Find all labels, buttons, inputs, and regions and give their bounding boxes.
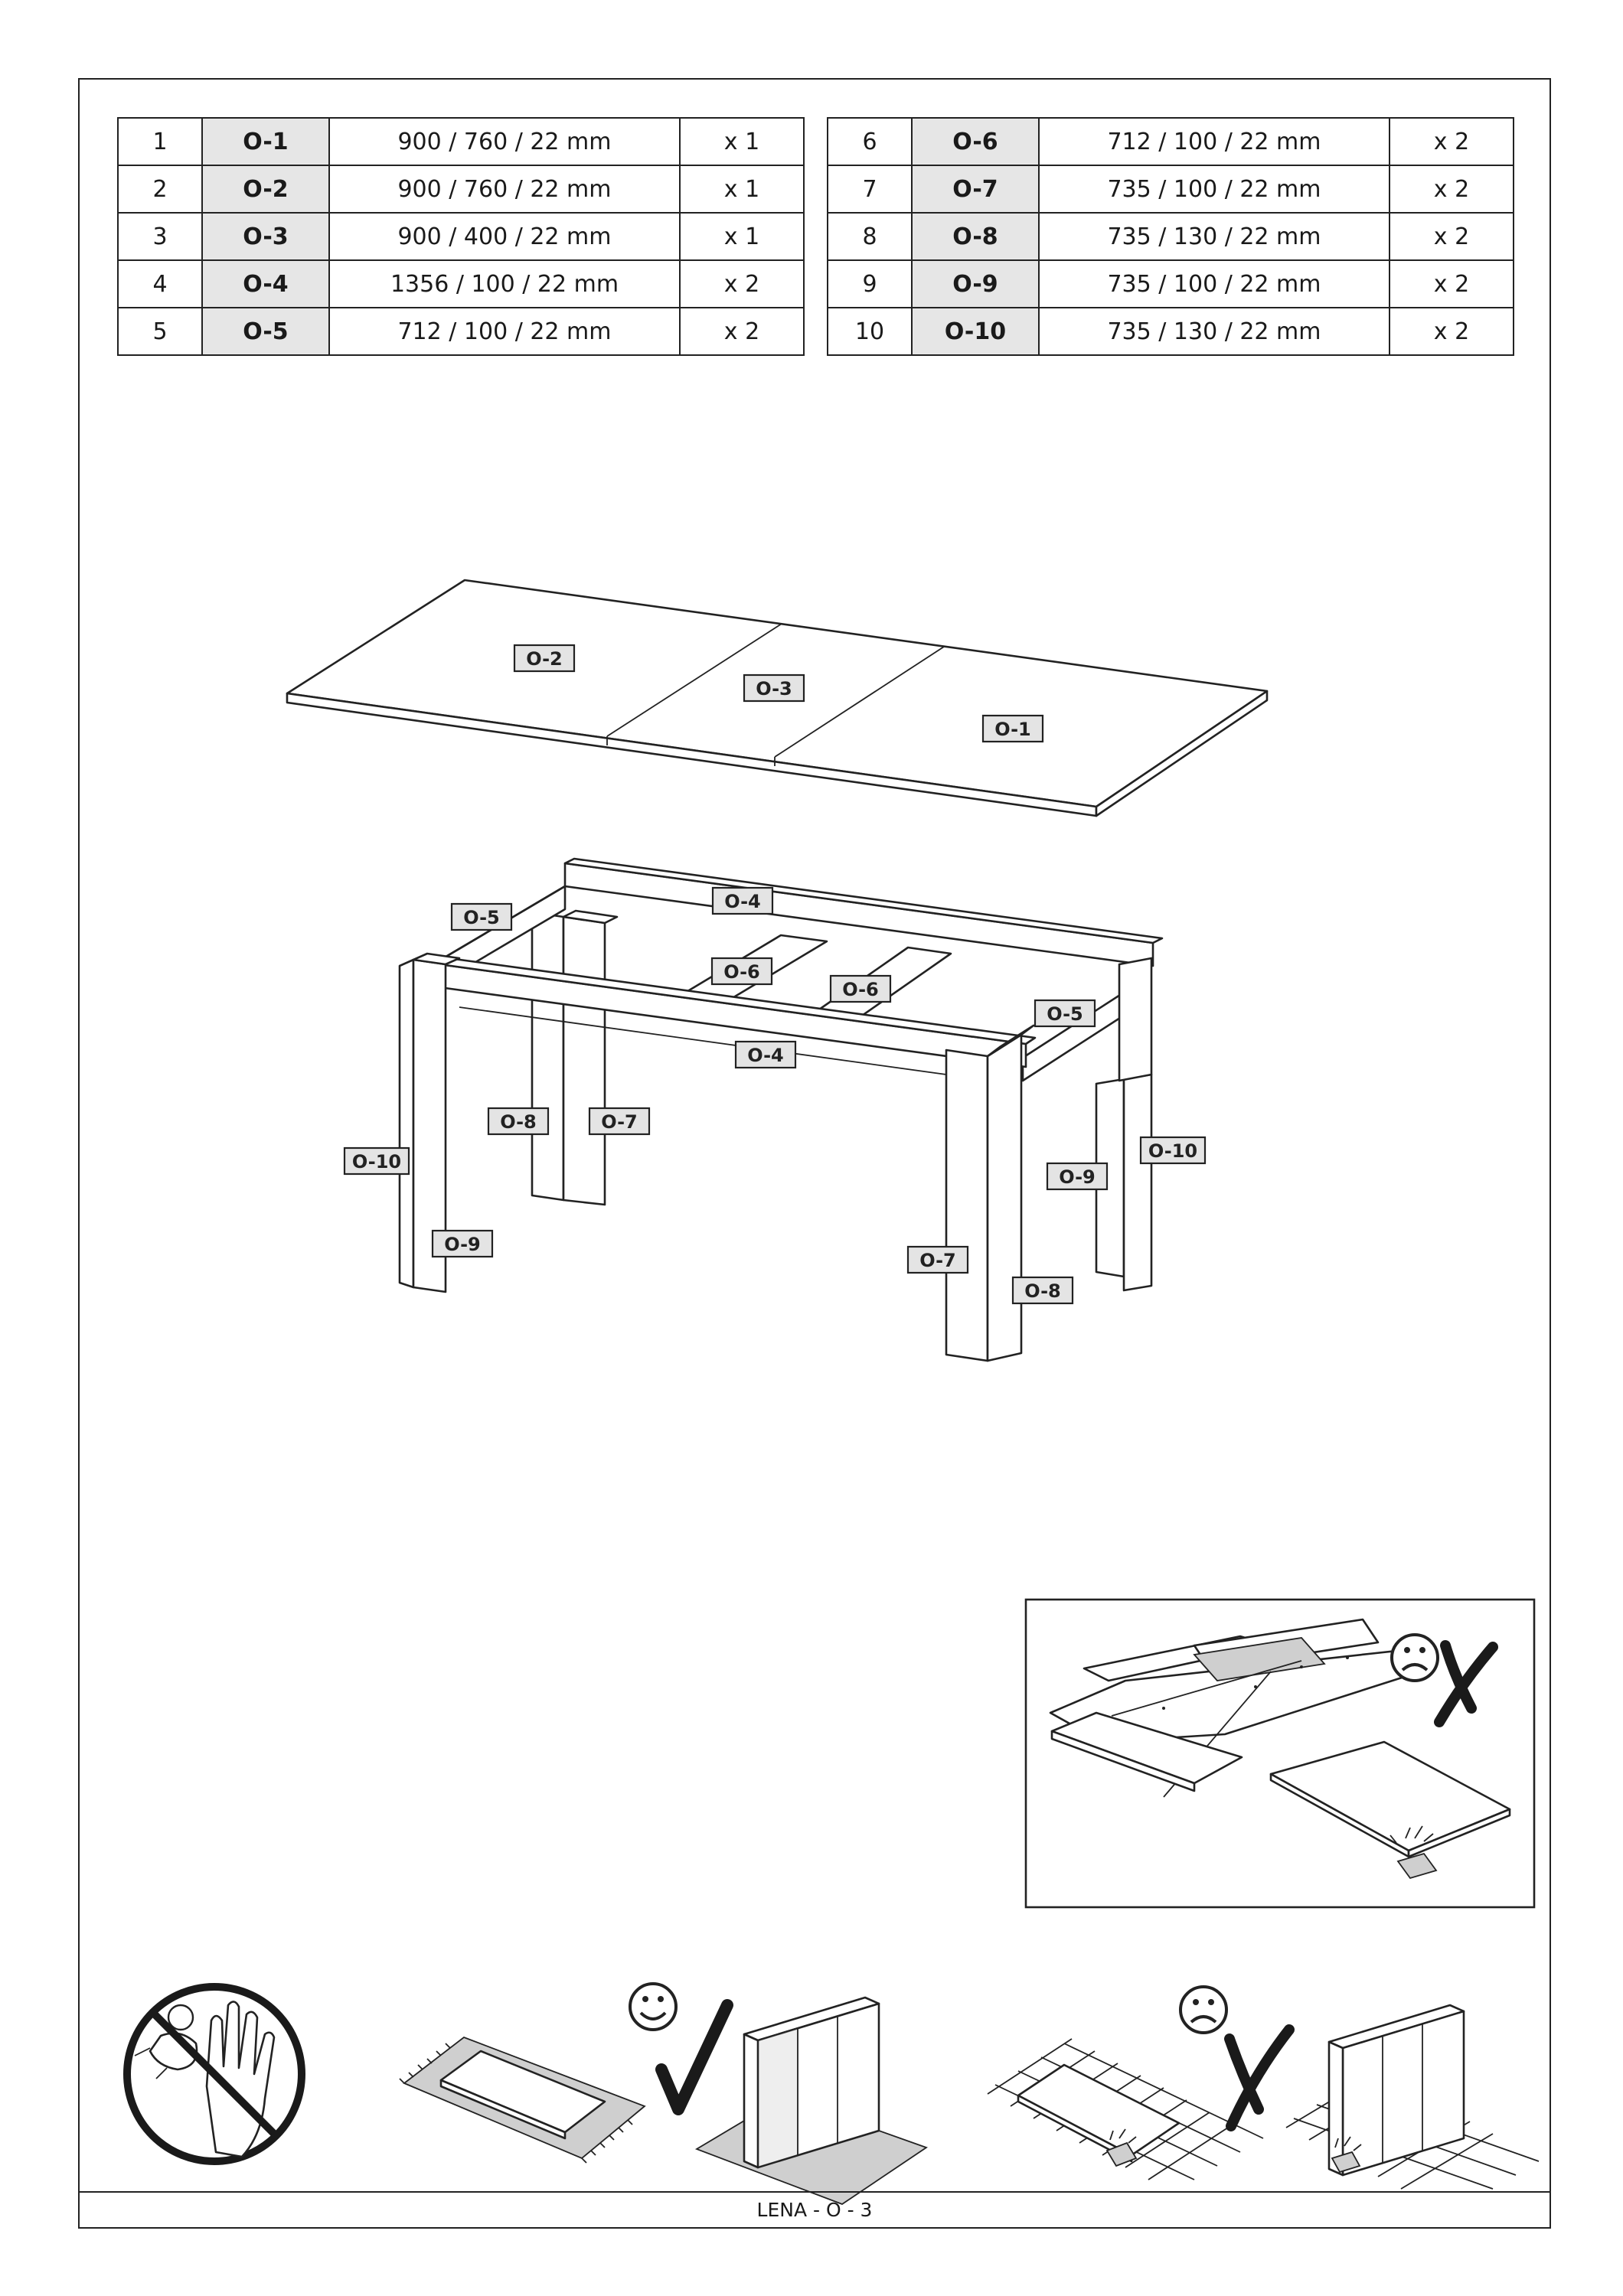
- diagram-label-o10-left: [345, 1148, 409, 1174]
- part-number: 8: [828, 213, 912, 260]
- svg-text:O-10: O-10: [1148, 1140, 1198, 1162]
- no-children-icon: [127, 1987, 302, 2161]
- part-code: O-3: [202, 213, 329, 260]
- svg-text:O-6: O-6: [723, 961, 760, 983]
- part-number: 3: [118, 213, 202, 260]
- part-number: 7: [828, 165, 912, 213]
- part-quantity: x 1: [680, 165, 804, 213]
- svg-text:O-5: O-5: [1047, 1003, 1083, 1025]
- part-code: O-8: [912, 213, 1039, 260]
- part-quantity: x 2: [1390, 118, 1514, 165]
- diagram-label-o7-back: [589, 1108, 649, 1134]
- part-code: O-10: [912, 308, 1039, 355]
- happy-face-icon: [630, 1984, 676, 2030]
- svg-text:O-8: O-8: [1024, 1280, 1061, 1302]
- footer-divider: [78, 2191, 1551, 2193]
- part-quantity: x 2: [680, 308, 804, 355]
- part-dimensions: 712 / 100 / 22 mm: [329, 308, 680, 355]
- diagram-label-o2: [514, 645, 574, 671]
- diagram-label-o8-back: [488, 1108, 548, 1134]
- part-number: 1: [118, 118, 202, 165]
- diagram-label-o9-right: [1047, 1163, 1107, 1189]
- diagram-label-o4-front: [736, 1042, 795, 1068]
- sad-face-icon: [1392, 1635, 1438, 1681]
- part-code: O-9: [912, 260, 1039, 308]
- part-code: O-5: [202, 308, 329, 355]
- part-dimensions: 712 / 100 / 22 mm: [1039, 118, 1390, 165]
- part-quantity: x 2: [1390, 260, 1514, 308]
- part-code: O-2: [202, 165, 329, 213]
- diagram-label-o3: [744, 675, 804, 701]
- part-dimensions: 900 / 760 / 22 mm: [329, 165, 680, 213]
- part-quantity: x 2: [1390, 165, 1514, 213]
- part-quantity: x 1: [680, 213, 804, 260]
- part-number: 10: [828, 308, 912, 355]
- diagram-label-o10-right: [1141, 1137, 1205, 1163]
- diagram-label-o6-right: [831, 976, 890, 1002]
- svg-text:O-4: O-4: [747, 1045, 784, 1066]
- lean-panels-warning: [1026, 1600, 1534, 1907]
- svg-text:O-9: O-9: [444, 1234, 481, 1255]
- on-carpet-correct: [400, 1984, 926, 2204]
- part-number: 9: [828, 260, 912, 308]
- part-dimensions: 900 / 400 / 22 mm: [329, 213, 680, 260]
- part-number: 6: [828, 118, 912, 165]
- part-code: O-6: [912, 118, 1039, 165]
- svg-text:O-5: O-5: [463, 907, 500, 928]
- part-dimensions: 735 / 100 / 22 mm: [1039, 260, 1390, 308]
- part-quantity: x 1: [680, 118, 804, 165]
- on-floor-wrong: [988, 1987, 1539, 2189]
- part-code: O-1: [202, 118, 329, 165]
- part-quantity: x 2: [1390, 213, 1514, 260]
- part-dimensions: 735 / 130 / 22 mm: [1039, 308, 1390, 355]
- diagram-label-o9-left: [433, 1231, 492, 1257]
- diagram-label-o1: [983, 716, 1043, 742]
- diagram-label-o6-left: [712, 958, 772, 984]
- page-footer: LENA - O - 3: [756, 2199, 873, 2221]
- sad-face-icon: [1181, 1987, 1226, 2033]
- diagram-label-o4-back: [713, 888, 772, 914]
- part-code: O-4: [202, 260, 329, 308]
- svg-text:O-4: O-4: [724, 891, 761, 912]
- part-dimensions: 900 / 760 / 22 mm: [329, 118, 680, 165]
- part-quantity: x 2: [1390, 308, 1514, 355]
- diagram-label-o7-front: [908, 1247, 968, 1273]
- part-code: O-7: [912, 165, 1039, 213]
- svg-text:O-3: O-3: [756, 678, 792, 700]
- part-number: 2: [118, 165, 202, 213]
- part-dimensions: 1356 / 100 / 22 mm: [329, 260, 680, 308]
- diagram-label-o5-right: [1035, 1000, 1095, 1026]
- svg-text:O-7: O-7: [601, 1111, 638, 1133]
- part-quantity: x 2: [680, 260, 804, 308]
- cross-mark-icon: [1229, 2030, 1289, 2126]
- svg-text:O-8: O-8: [500, 1111, 537, 1133]
- svg-text:O-7: O-7: [919, 1250, 956, 1271]
- diagram-label-o8-front: [1013, 1277, 1073, 1303]
- svg-text:O-6: O-6: [842, 979, 879, 1000]
- part-dimensions: 735 / 100 / 22 mm: [1039, 165, 1390, 213]
- part-number: 5: [118, 308, 202, 355]
- diagram-label-o5-left: [452, 904, 511, 930]
- svg-text:O-9: O-9: [1059, 1166, 1096, 1188]
- svg-text:O-10: O-10: [351, 1151, 402, 1172]
- svg-text:O-2: O-2: [526, 648, 563, 670]
- part-number: 4: [118, 260, 202, 308]
- part-dimensions: 735 / 130 / 22 mm: [1039, 213, 1390, 260]
- svg-text:O-1: O-1: [994, 719, 1031, 740]
